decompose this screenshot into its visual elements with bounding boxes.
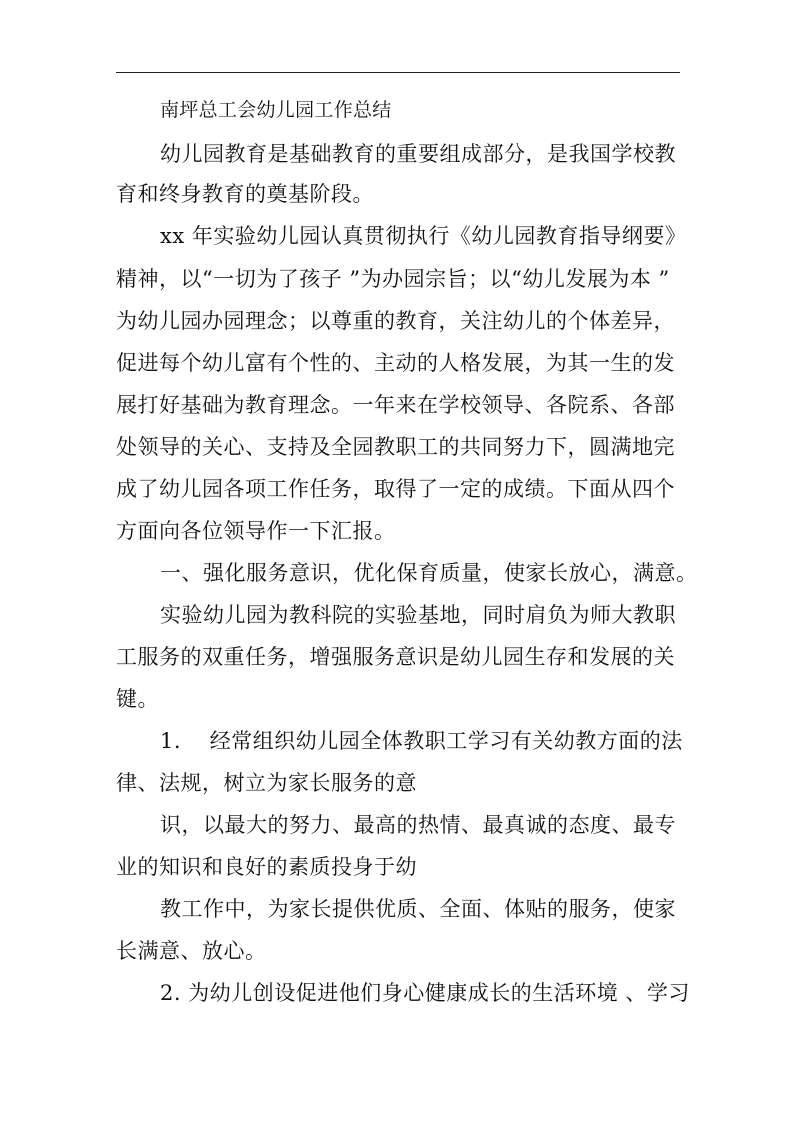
paragraph-line: xx 年实验幼儿园认真贯彻执行《幼儿园教育指导纲要》 (160, 224, 687, 248)
paragraph-line: 方面向各位领导作一下汇报。 (116, 519, 396, 543)
list-item-line: 1. 经常组织幼儿园全体教职工学习有关幼教方面的法 (160, 729, 683, 753)
paragraph-line: 幼儿园教育是基础教育的重要组成部分，是我国学校教 (160, 142, 676, 166)
paragraph-line: 成了幼儿园各项工作任务，取得了一定的成绩。下面从四个 (116, 477, 675, 501)
paragraph-line: 促进每个幼儿富有个性的、主动的人格发展，为其一生的发 (116, 351, 675, 375)
list-item-line: 识，以最大的努力、最高的热情、最真诚的态度、最专 (160, 813, 676, 837)
section-heading: 一、强化服务意识，优化保育质量，使家长放心，满意。 (160, 561, 698, 585)
paragraph-line: 处领导的关心、支持及全园教职工的共同努力下，圆满地完 (116, 435, 675, 459)
list-item-line: 律、法规，树立为家长服务的意 (116, 771, 417, 795)
paragraph-line: 为幼儿园办园理念；以尊重的教育，关注幼儿的个体差异， (116, 309, 675, 333)
list-item-line: 长满意、放心。 (116, 939, 267, 963)
document-title: 南坪总工会幼儿园工作总结 (160, 99, 392, 121)
list-item-line: 2. 为幼儿创设促进他们身心健康成长的生活环境 、学习 (160, 981, 690, 1005)
list-item-line: 教工作中，为家长提供优质、全面、体贴的服务，使家 (160, 897, 676, 921)
paragraph-line: 键。 (116, 687, 159, 711)
header-rule (116, 72, 680, 73)
paragraph-line: 工服务的双重任务，增强服务意识是幼儿园生存和发展的关 (116, 645, 675, 669)
paragraph-line: 育和终身教育的奠基阶段。 (116, 182, 374, 206)
paragraph-line: 实验幼儿园为教科院的实验基地，同时肩负为师大教职 (160, 603, 676, 627)
paragraph-line: 精神，以“一切为了孩子 ”为办园宗旨；以“幼儿发展为本 ” (116, 267, 670, 291)
paragraph-line: 展打好基础为教育理念。一年来在学校领导、各院系、各部 (116, 393, 675, 417)
list-item-line: 业的知识和良好的素质投身于幼 (116, 855, 417, 879)
